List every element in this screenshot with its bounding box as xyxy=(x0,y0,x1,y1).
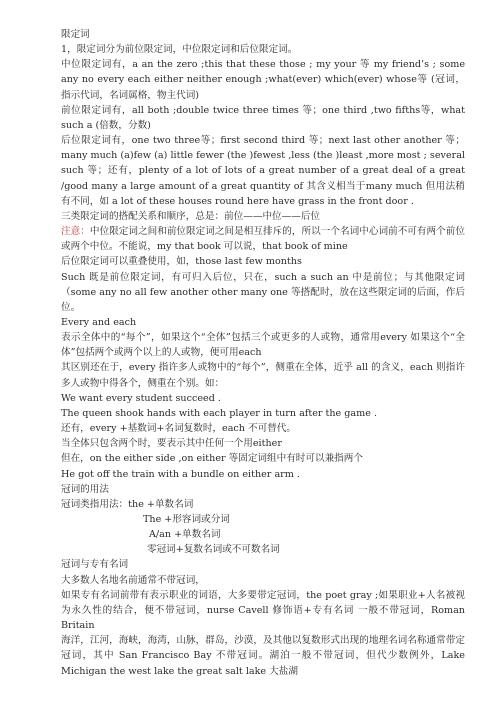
paragraph-every-plural: 还有，every +基数词+名词复数时，each 不可替代。 xyxy=(61,423,296,435)
paragraph-pre-determiners: 前位限定词有，all both ;double twice three times 等；one third ,two fifths等，what such a (倍数，分数) xyxy=(61,104,465,131)
paragraph-titles: 如果专有名词前带有表示职业的词语，大多要带定冠词，the poet gray ;如果职业+人名被视为永久性的结合，便不带冠词，nurse Cavell 修饰语+专有名词 一般不带冠词，Roman Britain xyxy=(61,589,465,632)
paragraph-generic-use: 冠词类指用法：the +单数名词 xyxy=(61,498,194,510)
paragraph-post-determiners: 后位限定词有，one two three等；first second third 等；next last other another 等；many much (a)few (a) little fewer (the )fewest ,less (the )least ,more most ; several such 等；还有，plenty of a lot of lots of a great number of a great deal of a great /good many a large amount of a great quantity of 其含义相当于many much 但用法稍有不同，如 a lot of these houses round here have grass in the front door . xyxy=(61,135,465,207)
paragraph-every-each-1: 表示全体中的“每个”，如果这个“全体”包括三个或更多的人或物，通常用every 如果这个“全体”包括两个或两个以上的人或物，便可用each xyxy=(61,332,465,359)
paragraph-post-repeat: 后位限定词可以重叠使用，如，those last few months xyxy=(61,256,302,268)
generic-zero: 零冠词+复数名词或不可数名词 xyxy=(147,544,280,556)
paragraph-central-determiners: 中位限定词有，a an the zero ;this that these those ; my your 等 my friend’s ; some any no every each either neither enough ;what(ever) which(ever) whose等 (冠词，指示代词，名词属格，物主代词) xyxy=(61,59,465,101)
paragraph-geography: 海洋，江河，海峡，海湾，山脉，群岛，沙漠，及其他以复数形式出现的地理名词名称通常带定冠词，其中 San Francisco Bay 不带冠词。湖泊一般不带冠词，但代少数例外，Lake Michigan the west lake the great salt lake 大盐湖 xyxy=(61,635,465,677)
example-each: The queen shook hands with each player in turn after the game . xyxy=(61,407,378,419)
heading-proper-nouns: 冠词与专有名词 xyxy=(61,559,129,571)
note-label: 注意： xyxy=(61,226,90,238)
example-every: We want every student succeed . xyxy=(61,392,221,404)
paragraph-every-each-2: 其区别还在于，every 指许多人或物中的“每个”，侧重在全体，近乎 all 的含义，each 则指许多人或物中得各个，侧重在个别。如： xyxy=(61,362,465,389)
paragraph-such: Such 既是前位限定词，有可归入后位，只在，such a such an 中是前位；与其他限定词（some any no all few another other many one 等搭配时，放在这些限定词的后面，作后位。 xyxy=(61,271,465,313)
heading-articles: 冠词的用法 xyxy=(61,483,109,495)
example-either: He got off the train with a bundle on either arm . xyxy=(61,468,300,480)
note-text: 中位限定词之间和前位限定词之间是相互排斥的，所以一个名词中心词前不可有两个前位或两个中位。不能说，my that book 可以说，that book of mine xyxy=(61,226,465,253)
paragraph-either: 当全体只包含两个时，要表示其中任何一个用either xyxy=(61,438,282,450)
generic-a-an: A/an +单数名词 xyxy=(149,529,221,541)
paragraph-note xyxy=(61,224,465,254)
heading-every-each: Every and each xyxy=(61,316,137,328)
paragraph-order: 三类限定词的搭配关系和顺序，总是：前位——中位——后位 xyxy=(61,210,321,222)
paragraph-determiner-types: 1，限定词分为前位限定词，中位限定词和后位限定词。 xyxy=(61,44,298,56)
paragraph-names: 大多数人名地名前通常不带冠词， xyxy=(61,574,205,586)
paragraph-either-phrase: 但在，on the either side ,on either 等固定词组中有时可以兼指两个 xyxy=(61,453,363,465)
generic-the-adj: The +形容词或分词 xyxy=(143,514,230,525)
doc-title: 限定词 xyxy=(61,29,90,40)
